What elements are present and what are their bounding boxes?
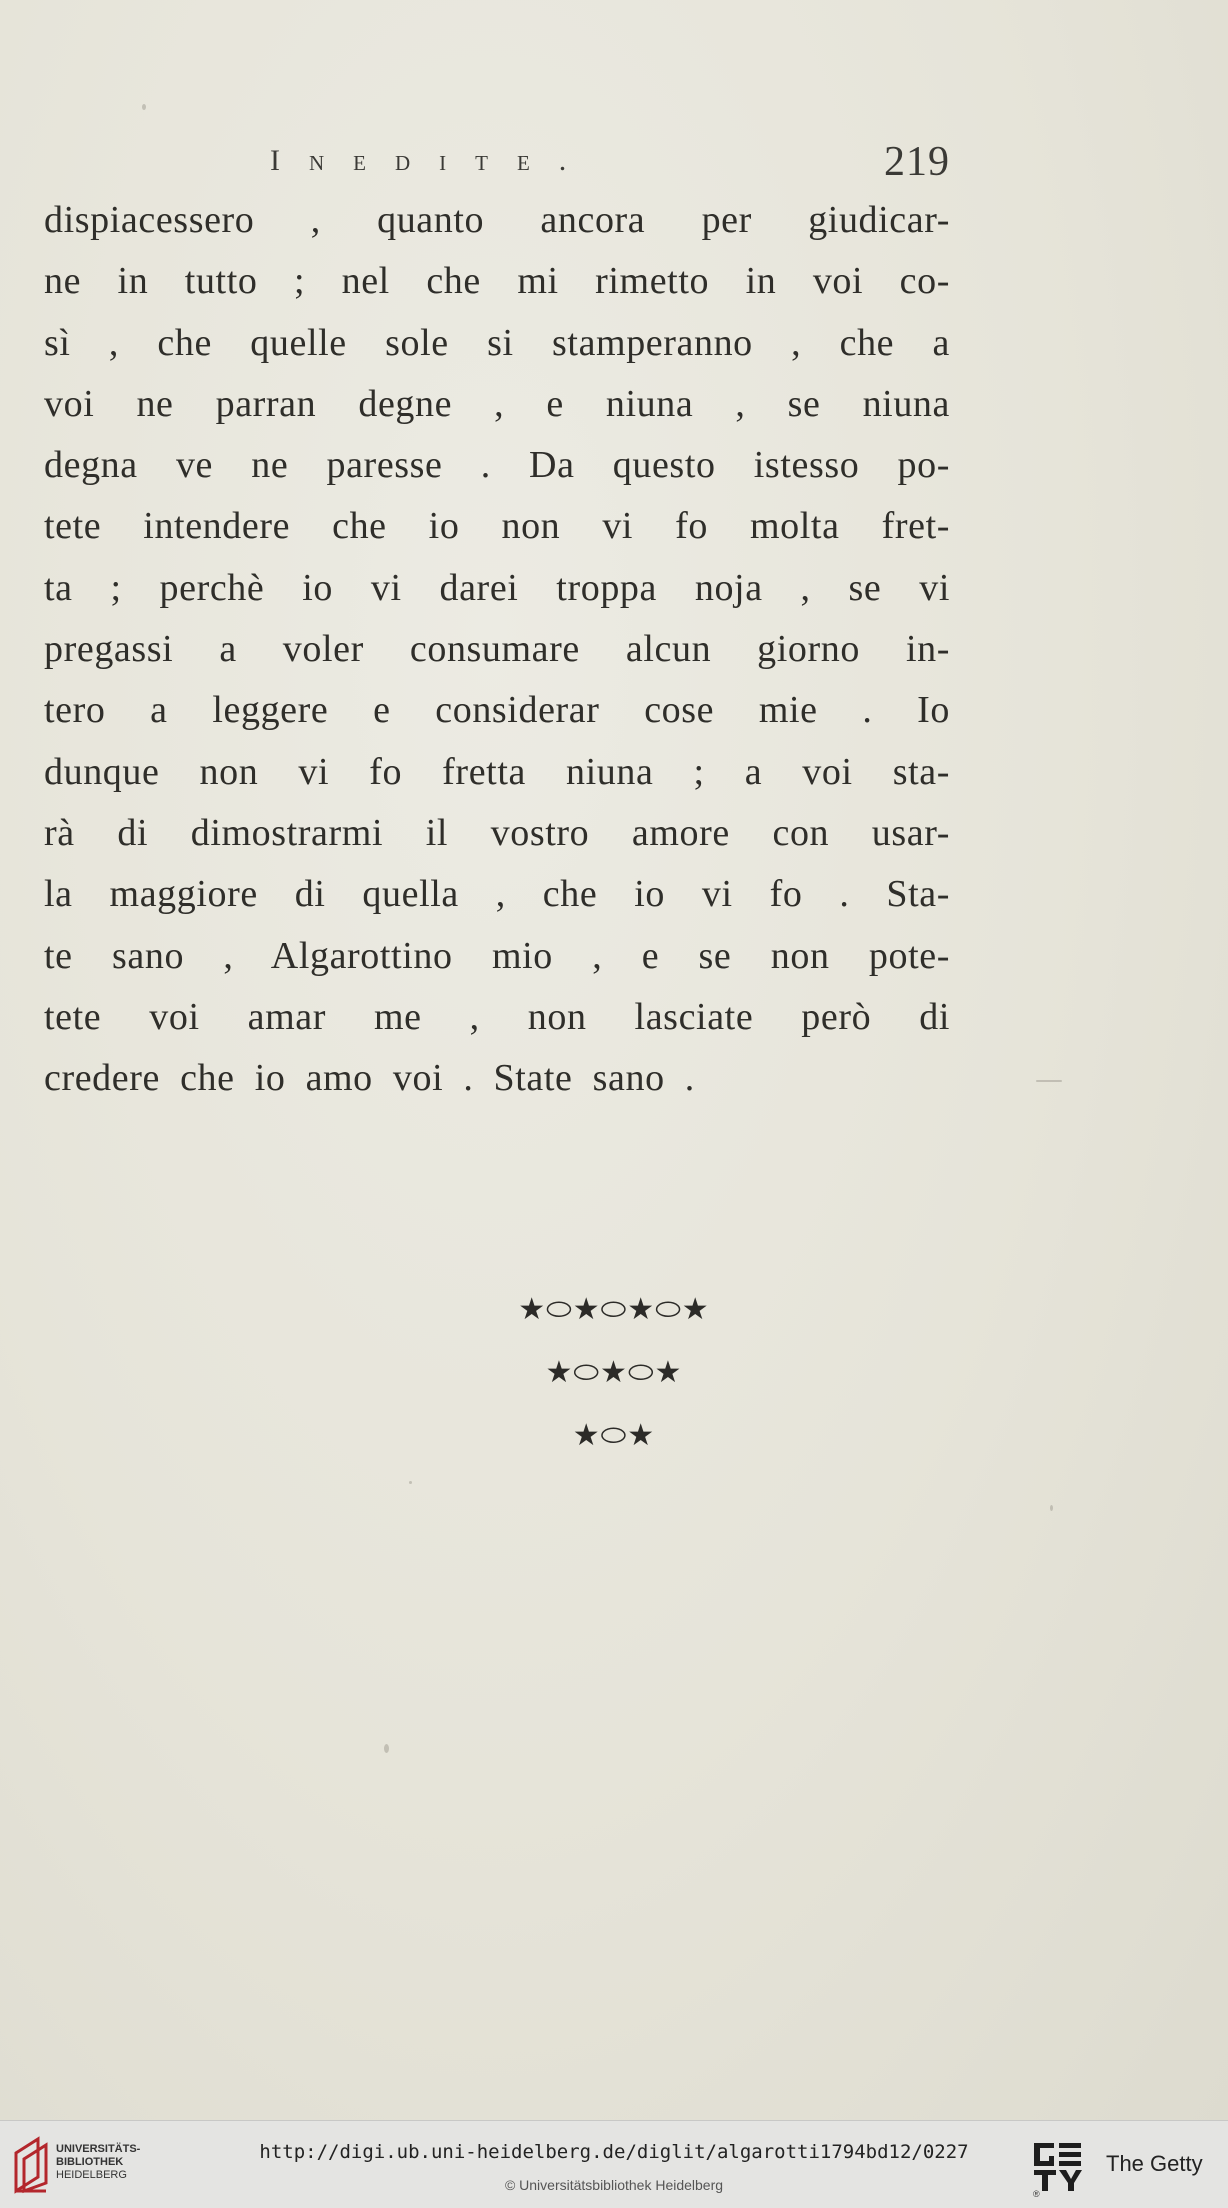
paper-speck bbox=[1036, 1080, 1062, 1082]
paper-speck bbox=[1050, 1505, 1053, 1511]
text-line-last: credere che io amo voi . State sano . bbox=[44, 1057, 695, 1100]
page-number: 219 bbox=[884, 139, 950, 185]
university-library-name: UNIVERSITÄTS- BIBLIOTHEK HEIDELBERG bbox=[56, 2143, 141, 2181]
getty-logo-icon[interactable] bbox=[1030, 2137, 1088, 2195]
registered-mark: ® bbox=[1033, 2189, 1040, 2199]
text-line: la maggiore di quella , che io vi fo . Sta- bbox=[44, 873, 950, 916]
getty-name[interactable]: The Getty bbox=[1106, 2151, 1203, 2176]
copyright-notice: © Universitätsbibliothek Heidelberg bbox=[504, 2177, 724, 2193]
text-line: pregassi a voler consumare alcun giorno in- bbox=[44, 628, 950, 671]
running-title: Inedite. bbox=[270, 144, 596, 177]
viewer-footer bbox=[0, 2120, 1228, 2208]
body-text bbox=[44, 190, 950, 1109]
text-line: tete voi amar me , non lasciate però di bbox=[44, 995, 950, 1038]
text-line: sì , che quelle sole si stamperanno , che a bbox=[44, 321, 950, 364]
text-line: tete intendere che io non vi fo molta fret- bbox=[44, 505, 950, 548]
paper-speck bbox=[142, 104, 146, 110]
text-line: voi ne parran degne , e niuna , se niuna bbox=[44, 382, 950, 425]
text-line: dispiacessero , quanto ancora per giudicar- bbox=[44, 199, 950, 241]
text-line: ta ; perchè io vi darei troppa noja , se vi bbox=[44, 566, 950, 609]
text-line: dunque non vi fo fretta niuna ; a voi sta- bbox=[44, 750, 950, 793]
ornament-row-1: ★⬭★⬭★⬭★ bbox=[518, 1292, 710, 1327]
text-line: te sano , Algarottino mio , e se non pote- bbox=[44, 934, 950, 977]
ornament-row-2: ★⬭★⬭★ bbox=[545, 1355, 683, 1390]
running-head bbox=[270, 138, 950, 198]
text-line: tero a leggere e considerar cose mie . Io bbox=[44, 689, 950, 732]
text-line: ne in tutto ; nel che mi rimetto in voi co- bbox=[44, 260, 950, 303]
paper-speck bbox=[384, 1744, 389, 1753]
paper-speck bbox=[409, 1481, 412, 1484]
text-line: rà di dimostrarmi il vostro amore con usar- bbox=[44, 811, 950, 854]
text-line: degna ve ne paresse . Da questo istesso po- bbox=[44, 444, 950, 487]
ornament-row-3: ★⬭★ bbox=[572, 1418, 656, 1453]
permalink-url[interactable]: http://digi.ub.uni-heidelberg.de/diglit/algarotti1794bd12/0227 bbox=[259, 2141, 969, 2163]
